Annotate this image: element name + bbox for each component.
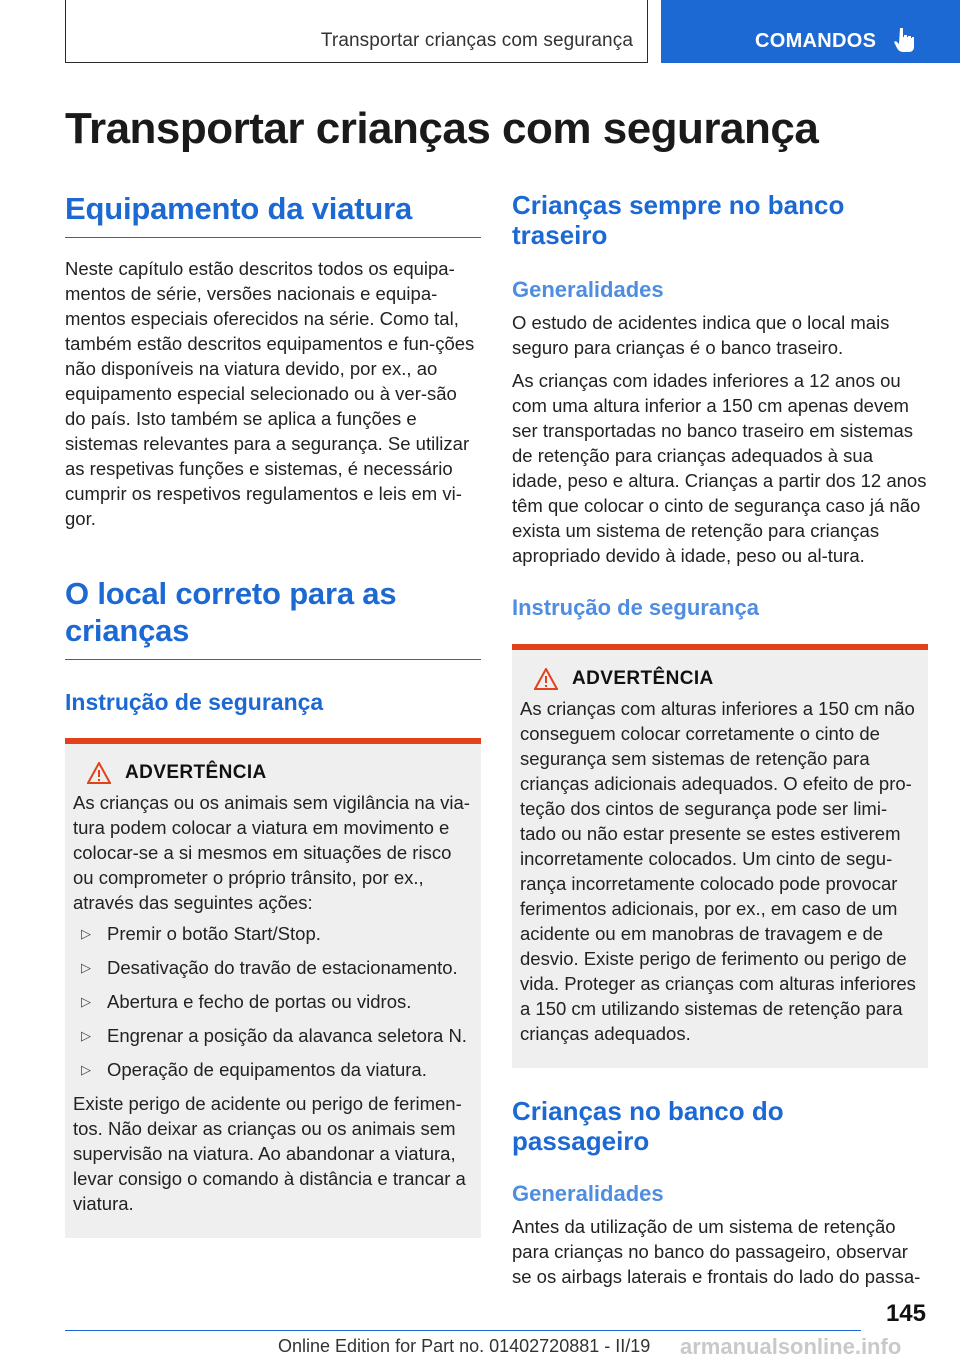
passenger-general-heading: Generalidades [512, 1181, 664, 1206]
general-paragraph-2: As crianças com idades inferiores a 12 anos ou com uma altura inferior a 150 cm apenas devem ser transportadas no banco traseiro em sistemas de retenção para crianças adequados à sua idade, peso e altura. Crianças a partir dos 12 anos têm que colocar o cinto de segurança caso já não exista um sistema de retenção para crianças apropriado devido à idade, peso ou al-tura. [512, 370, 927, 566]
warning-header [520, 668, 920, 690]
equipment-paragraph: Neste capítulo estão descritos todos os equipa-mentos de série, versões nacionais e equipa-mentos especiais oferecidos na série. Como tal, também estão descritos equipamentos e fun-ções não disponíveis na viatura devido, por ex., ao equipamento especial selecionado ou à ver-são do país. Isto também se aplica a funções e sistemas relevantes para a segurança. Se utilizar as respetivas funções e sistemas, é necessário cumprir os respetivos regulamentos e leis em vi-gor. [65, 258, 475, 529]
warning-triangle-icon [534, 668, 558, 690]
triangle-bullet-icon: ▷ [81, 926, 91, 941]
header-section-title: Transportar crianças com segurança [320, 30, 633, 51]
rear-seat-heading: Crianças sempre no banco traseiro [512, 190, 845, 250]
left-column [65, 190, 481, 1238]
triangle-bullet-icon: ▷ [81, 960, 91, 975]
edition-text: Online Edition for Part no. 01402720881 - II/19 [278, 1336, 651, 1356]
general-heading: Generalidades [512, 277, 664, 302]
warning-label: ADVERTÊNCIA [572, 668, 714, 689]
triangle-bullet-icon: ▷ [81, 994, 91, 1009]
correct-place-heading: O local correto para as crianças [65, 575, 481, 660]
list-item: ▷ Premir o botão Start/Stop. [81, 923, 321, 944]
general-paragraph-1: O estudo de acidentes indica que o local mais seguro para crianças é o banco traseiro. [512, 312, 890, 358]
warning-box-right [512, 644, 928, 1068]
right-column [512, 190, 928, 1289]
list-item: ▷ Engrenar a posição da alavanca seletora N. [81, 1025, 467, 1046]
list-item: ▷ Operação de equipamentos da viatura. [81, 1059, 427, 1080]
page-title: Transportar crianças com segurança [65, 104, 819, 153]
passenger-seat-heading: Crianças no banco do passageiro [512, 1096, 784, 1156]
pointing-hand-icon [894, 26, 916, 52]
warning-box [65, 738, 481, 1238]
safety-instruction-heading: Instrução de segurança [65, 689, 324, 715]
list-item: ▷ Desativação do travão de estacionamento. [81, 957, 458, 978]
equipment-heading: Equipamento da viatura [65, 190, 481, 238]
passenger-paragraph: Antes da utilização de um sistema de retenção para crianças no banco do passageiro, observar se os airbags laterais e frontais do lado do passa- [512, 1216, 921, 1287]
page-number: 145 [885, 1300, 926, 1327]
header-section-box [65, 0, 648, 63]
warning-list [73, 921, 473, 1082]
list-item: ▷ Abertura e fecho de portas ou vidros. [81, 991, 412, 1012]
warning-intro: As crianças ou os animais sem vigilância na via-tura podem colocar a viatura em movimento e colocar-se a si mesmos em situações de risco ou comprometer o próprio trânsito, por ex., através das seguintes ações: [73, 792, 470, 913]
warning-text: As crianças com alturas inferiores a 150 cm não conseguem colocar corretamente o cinto de segurança sem sistemas de retenção para crianças adicionais adequados. O efeito de pro-teção dos cintos de segurança pode ser limi-tado ou não estar presente se estes estiverem incorretamente colocados. Um cinto de segu-rança incorretamente colocado pode provocar ferimentos adicionais, por ex., em caso de um acidente ou em manobras de travagem e de desvio. Existe perigo de ferimento ou perigo de vida. Proteger as crianças com alturas inferiores a 150 cm utilizando sistemas de retenção para crianças adequados. [520, 698, 916, 1044]
safety-instruction-heading-right: Instrução de segurança [512, 595, 759, 620]
warning-header [73, 762, 473, 784]
warning-outro: Existe perigo de acidente ou perigo de ferimen-tos. Não deixar as crianças ou os animais sem supervisão na viatura. Ao abandonar a viatura, levar consigo o comando à distância e trancar a viatura. [73, 1093, 466, 1214]
header-chapter-tab [661, 0, 960, 63]
warning-triangle-icon [87, 762, 111, 784]
triangle-bullet-icon: ▷ [81, 1062, 91, 1077]
watermark: armanualsonline.info [680, 1334, 902, 1359]
footer-divider [65, 1330, 861, 1331]
warning-label: ADVERTÊNCIA [125, 762, 267, 783]
header-chapter-label: COMANDOS [755, 30, 877, 52]
triangle-bullet-icon: ▷ [81, 1028, 91, 1043]
